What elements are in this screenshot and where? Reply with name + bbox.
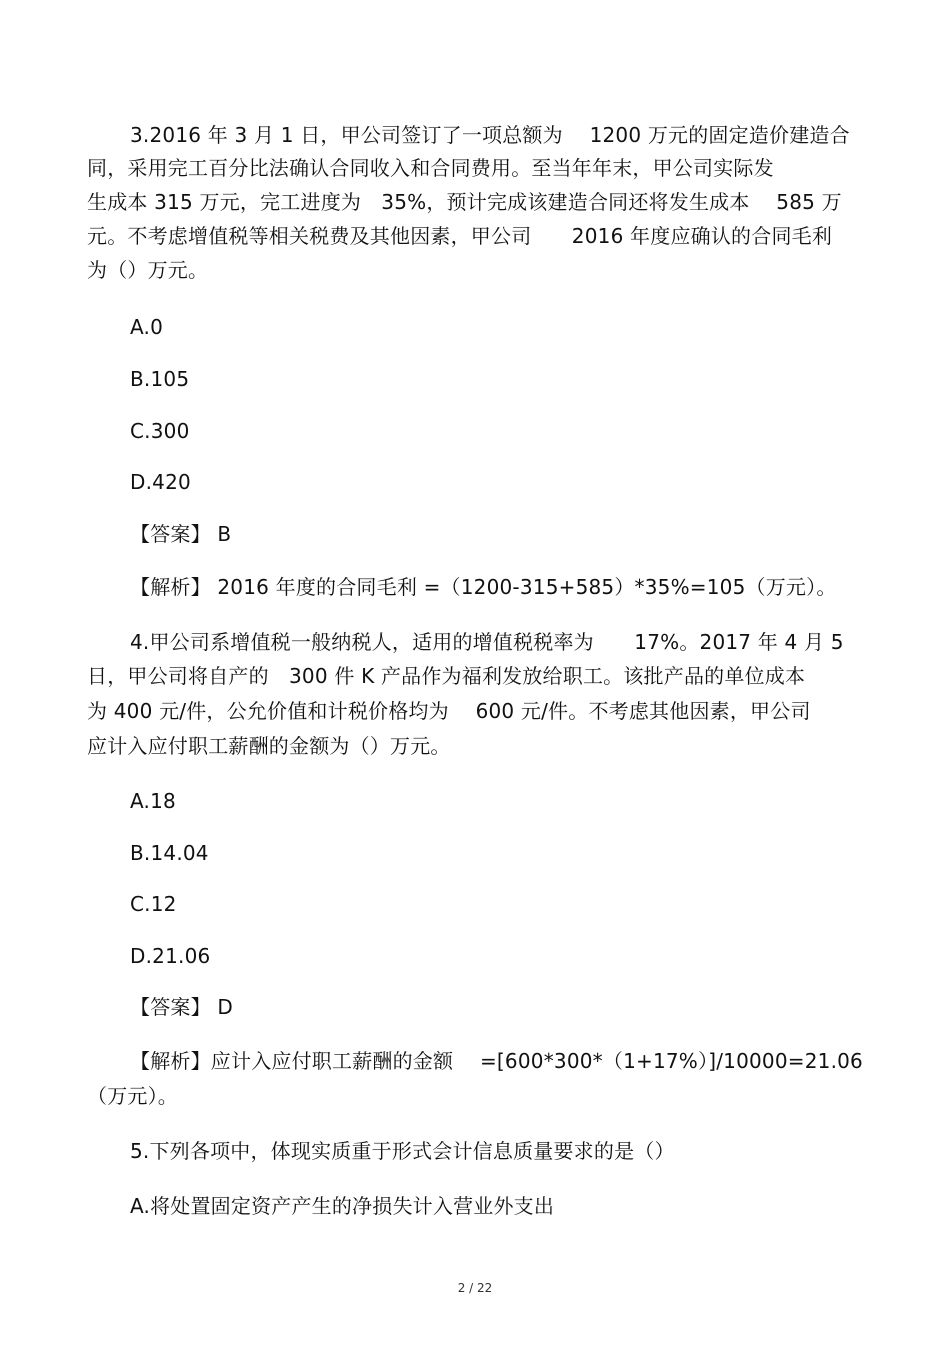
q4-stem-line-4: 应计入应付职工薪酬的金额为（）万元。	[87, 734, 451, 758]
q5-option-a: A.将处置固定资产产生的净损失计入营业外支出	[130, 1194, 555, 1218]
q3-option-b: B.105	[130, 367, 190, 391]
q4-option-d: D.21.06	[130, 944, 211, 968]
q4-answer: 【答案】 D	[130, 995, 233, 1019]
q4-stem-line-3: 为 400 元/件，公允价值和计税价格均为 600 元/件。不考虑其他因素，甲公司	[87, 699, 811, 723]
q4-option-c: C.12	[130, 892, 177, 916]
q4-stem-line-2: 日，甲公司将自产的 300 件 K 产品作为福利发放给职工。该批产品的单位成本	[87, 664, 806, 688]
q4-analysis-line-1: 【解析】应计入应付职工薪酬的金额 =[600*300*（1+17%）]/10000=21.06	[130, 1049, 863, 1073]
q3-stem-line-1: 3.2016 年 3 月 1 日，甲公司签订了一项总额为 1200 万元的固定造价建造合	[130, 123, 850, 147]
page-number: 2 / 22	[457, 1281, 493, 1295]
q3-answer: 【答案】 B	[130, 522, 232, 546]
q3-stem-line-3: 生成本 315 万元，完工进度为 35%，预计完成该建造合同还将发生成本 585 万	[87, 190, 842, 214]
q3-option-d: D.420	[130, 470, 191, 494]
q5-stem: 5.下列各项中，体现实质重于形式会计信息质量要求的是（）	[130, 1139, 675, 1163]
q3-option-c: C.300	[130, 419, 190, 443]
q4-analysis-line-2: （万元）。	[87, 1084, 178, 1108]
q4-stem-line-1: 4.甲公司系增值税一般纳税人，适用的增值税税率为 17%。2017 年 4 月 5	[130, 630, 844, 654]
q3-analysis: 【解析】 2016 年度的合同毛利 =（1200-315+585）*35%=105（万元）。	[130, 575, 837, 599]
q3-stem-line-4: 元。不考虑增值税等相关税费及其他因素，甲公司 2016 年度应确认的合同毛利	[87, 224, 833, 248]
q4-option-b: B.14.04	[130, 841, 209, 865]
q4-option-a: A.18	[130, 789, 176, 813]
q3-stem-line-5: 为（）万元。	[87, 258, 209, 282]
q3-option-a: A.0	[130, 315, 164, 339]
q3-stem-line-2: 同，采用完工百分比法确认合同收入和合同费用。至当年年末，甲公司实际发	[87, 156, 774, 180]
